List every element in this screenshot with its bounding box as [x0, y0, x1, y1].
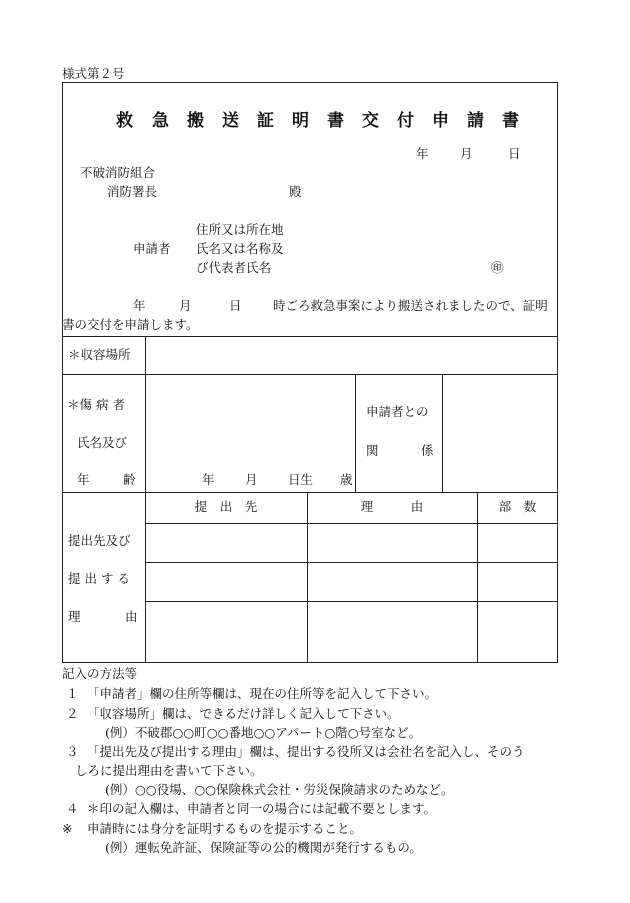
- applicant-name-label-cont: び代表者氏名: [196, 260, 272, 275]
- date-day: 日: [508, 146, 521, 161]
- statement-month: 月: [179, 298, 192, 313]
- date-year: 年: [416, 146, 429, 161]
- seal-mark: ㊞: [491, 260, 504, 275]
- dob-age: 歳: [340, 472, 353, 487]
- title-char: 請: [467, 111, 484, 131]
- patient-age-label-cont: 齢: [123, 472, 136, 487]
- note-text: 「収容場所」欄は、できるだけ詳しく記入して下さい。: [87, 706, 400, 721]
- instructions-heading: 記入の方法等: [62, 666, 138, 681]
- column-header-reason: 理 由: [360, 499, 424, 514]
- note-text: 「提出先及び提出する理由」欄は、提出する役所又は会社名を記入し、そのう: [87, 744, 525, 759]
- table-rule: [145, 601, 558, 602]
- note-text: 「申請者」欄の住所等欄は、現在の住所等を記入して下さい。: [87, 686, 438, 701]
- submit-label-reason: 理: [68, 609, 81, 624]
- note-text: ＊印の記入欄は、申請者と同一の場合には記載不要とします。: [87, 801, 437, 816]
- title-char: 搬: [187, 111, 204, 131]
- table-rule: [355, 374, 356, 492]
- note-example: (例）○○役場、○○保険株式会社・労災保険請求のためなど。: [105, 782, 454, 797]
- statement-year: 年: [133, 298, 146, 313]
- submit-label-reason-cont: 由: [125, 609, 138, 624]
- statement-text-cont: 書の交付を申請します。: [62, 317, 199, 332]
- dob-year: 年: [202, 472, 215, 487]
- title-char: 付: [397, 111, 414, 131]
- column-header-destination: 提 出 先: [194, 499, 258, 514]
- addressee-honorific: 殿: [289, 184, 302, 199]
- addressee-org: 不破消防組合: [80, 165, 156, 180]
- title-char: 交: [362, 111, 379, 131]
- table-rule: [145, 562, 558, 563]
- table-rule: [145, 336, 146, 663]
- applicant-address-label: 住所又は所在地: [196, 222, 284, 237]
- note-number: ２: [66, 706, 79, 721]
- title-char: 送: [222, 111, 239, 131]
- statement-day: 日: [229, 298, 242, 313]
- table-rule: [307, 492, 308, 663]
- date-month: 月: [460, 146, 473, 161]
- note-number: ３: [66, 744, 79, 759]
- relation-label-cont: 関: [366, 443, 379, 458]
- title-char: 書: [502, 111, 519, 131]
- patient-label-cont: 氏名及び: [77, 435, 128, 450]
- relation-label: 申請者との: [366, 404, 429, 419]
- note-text: 申請時には身分を証明するものを提示すること。: [87, 821, 363, 836]
- title-char: 救: [116, 111, 133, 131]
- table-rule: [62, 374, 558, 375]
- table-rule: [477, 492, 478, 663]
- title-char: 申: [432, 111, 449, 131]
- title-char: 証: [257, 111, 274, 131]
- title-char: 書: [327, 111, 344, 131]
- table-rule: [62, 492, 558, 493]
- addressee-chief: 消防署長: [107, 184, 158, 199]
- applicant-role: 申請者: [133, 241, 171, 256]
- table-rule: [62, 336, 558, 337]
- title-char: 明: [292, 111, 309, 131]
- note-number: １: [66, 686, 79, 701]
- patient-label: ＊傷 病 者: [67, 397, 125, 412]
- note-example: (例）不破郡○○町○○番地○○アパート○階○号室など。: [105, 725, 422, 740]
- applicant-name-label: 氏名又は名称及: [196, 241, 284, 256]
- table-rule: [442, 374, 443, 492]
- note-example: (例）運転免許証、保険証等の公的機関が発行するもの。: [105, 840, 422, 855]
- submit-label: 提出先及び: [68, 533, 131, 548]
- note-number: ４: [66, 801, 79, 816]
- submit-label-cont: 提 出 す る: [68, 571, 130, 586]
- title-char: 急: [152, 111, 169, 131]
- statement-text: 時ごろ救急事案により搬送されましたので、証明: [273, 298, 548, 313]
- note-text-cont: しろに提出理由を書いて下さい。: [75, 763, 263, 778]
- dob-day: 日生: [288, 472, 314, 487]
- facility-label: ＊収容場所: [68, 347, 131, 362]
- patient-age-label: 年: [77, 472, 90, 487]
- dob-month: 月: [245, 472, 258, 487]
- column-header-copies: 部 数: [498, 499, 537, 514]
- form-number-label: 様式第２号: [62, 66, 125, 81]
- relation-label-cont: 係: [421, 443, 434, 458]
- table-rule: [145, 523, 558, 524]
- note-mark: ※: [62, 821, 73, 836]
